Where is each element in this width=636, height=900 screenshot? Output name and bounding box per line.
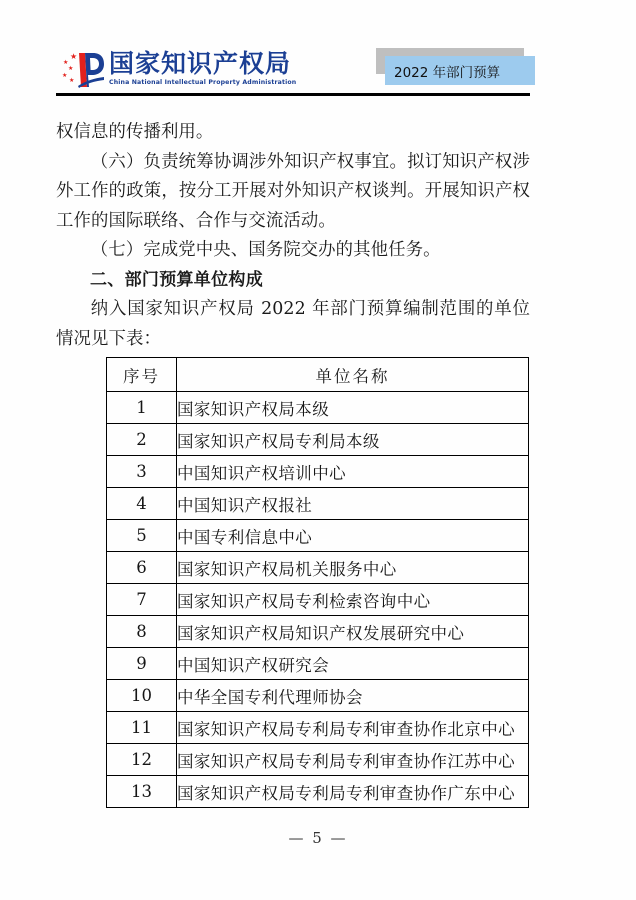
- table-row: [107, 392, 529, 424]
- letter-p-emblem-icon: [77, 51, 105, 89]
- table-header-row: [107, 358, 529, 392]
- cell-unit-name: 国家知识产权局专利局专利审查协作广东中心: [177, 776, 529, 808]
- star-icon: ★: [70, 52, 78, 61]
- cell-index: 6: [107, 552, 177, 584]
- page-number: — 5 —: [288, 829, 348, 847]
- section-heading-budget-units: 二、部门预算单位构成: [90, 269, 263, 290]
- agency-name-cn: 国家知识产权局: [109, 49, 292, 78]
- budget-units-table-container: [106, 357, 528, 808]
- cell-unit-name: 中国知识产权培训中心: [177, 456, 529, 488]
- table-row: [107, 616, 529, 648]
- paragraph-table-intro: 纳入国家知识产权局 2022 年部门预算编制范围的单位情况见下表：: [56, 299, 530, 349]
- cell-unit-name: 国家知识产权局本级: [177, 392, 529, 424]
- cell-unit-name: 国家知识产权局专利局专利审查协作江苏中心: [177, 744, 529, 776]
- cell-unit-name: 国家知识产权局专利局专利审查协作北京中心: [177, 712, 529, 744]
- document-body: [56, 118, 530, 354]
- cell-index: 10: [107, 680, 177, 712]
- star-icon: ★: [69, 77, 75, 84]
- cell-unit-name: 国家知识产权局专利局本级: [177, 424, 529, 456]
- paragraph-item-seven: （七）完成党中央、国务院交办的其他任务。: [90, 240, 441, 260]
- star-icon: ★: [62, 72, 68, 79]
- table-row: [107, 776, 529, 808]
- table-row: [107, 680, 529, 712]
- budget-year-banner: [385, 56, 535, 85]
- table-row: [107, 488, 529, 520]
- table-row: [107, 584, 529, 616]
- cell-unit-name: 国家知识产权局机关服务中心: [177, 552, 529, 584]
- cell-unit-name: 中国专利信息中心: [177, 520, 529, 552]
- cell-index: 13: [107, 776, 177, 808]
- cell-index: 3: [107, 456, 177, 488]
- header-divider: [56, 93, 530, 96]
- column-header-unit-name: 单位名称: [177, 358, 529, 392]
- budget-units-table: [106, 357, 529, 808]
- table-row: [107, 648, 529, 680]
- table-row: [107, 552, 529, 584]
- agency-logo: [62, 50, 296, 90]
- cell-unit-name: 国家知识产权局知识产权发展研究中心: [177, 616, 529, 648]
- table-row: [107, 520, 529, 552]
- table-row: [107, 712, 529, 744]
- cell-index: 9: [107, 648, 177, 680]
- document-footer: [0, 828, 636, 847]
- cell-unit-name: 中国知识产权研究会: [177, 648, 529, 680]
- budget-year-banner-label: 2022 年部门预算: [394, 64, 501, 81]
- cell-index: 11: [107, 712, 177, 744]
- cell-index: 8: [107, 616, 177, 648]
- table-row: [107, 744, 529, 776]
- agency-name-en: China National Intellectual Property Administration: [109, 79, 297, 86]
- cell-index: 7: [107, 584, 177, 616]
- cell-index: 5: [107, 520, 177, 552]
- agency-emblem-icon: [62, 50, 106, 90]
- star-icon: ★: [68, 65, 74, 72]
- cell-index: 4: [107, 488, 177, 520]
- cell-unit-name: 中华全国专利代理师协会: [177, 680, 529, 712]
- cell-index: 12: [107, 744, 177, 776]
- table-row: [107, 456, 529, 488]
- document-header: [0, 0, 636, 112]
- star-icon: ★: [63, 59, 69, 66]
- cell-index: 2: [107, 424, 177, 456]
- column-header-index: 序号: [107, 358, 177, 392]
- agency-logo-text: [109, 50, 296, 87]
- cell-index: 1: [107, 392, 177, 424]
- paragraph-item-six: （六）负责统筹协调涉外知识产权事宜。拟订知识产权涉外工作的政策，按分工开展对外知识产权谈判。开展知识产权工作的国际联络、合作与交流活动。: [56, 151, 530, 231]
- cell-unit-name: 中国知识产权报社: [177, 488, 529, 520]
- paragraph-continuation: 权信息的传播利用。: [56, 122, 214, 142]
- cell-unit-name: 国家知识产权局专利检索咨询中心: [177, 584, 529, 616]
- table-row: [107, 424, 529, 456]
